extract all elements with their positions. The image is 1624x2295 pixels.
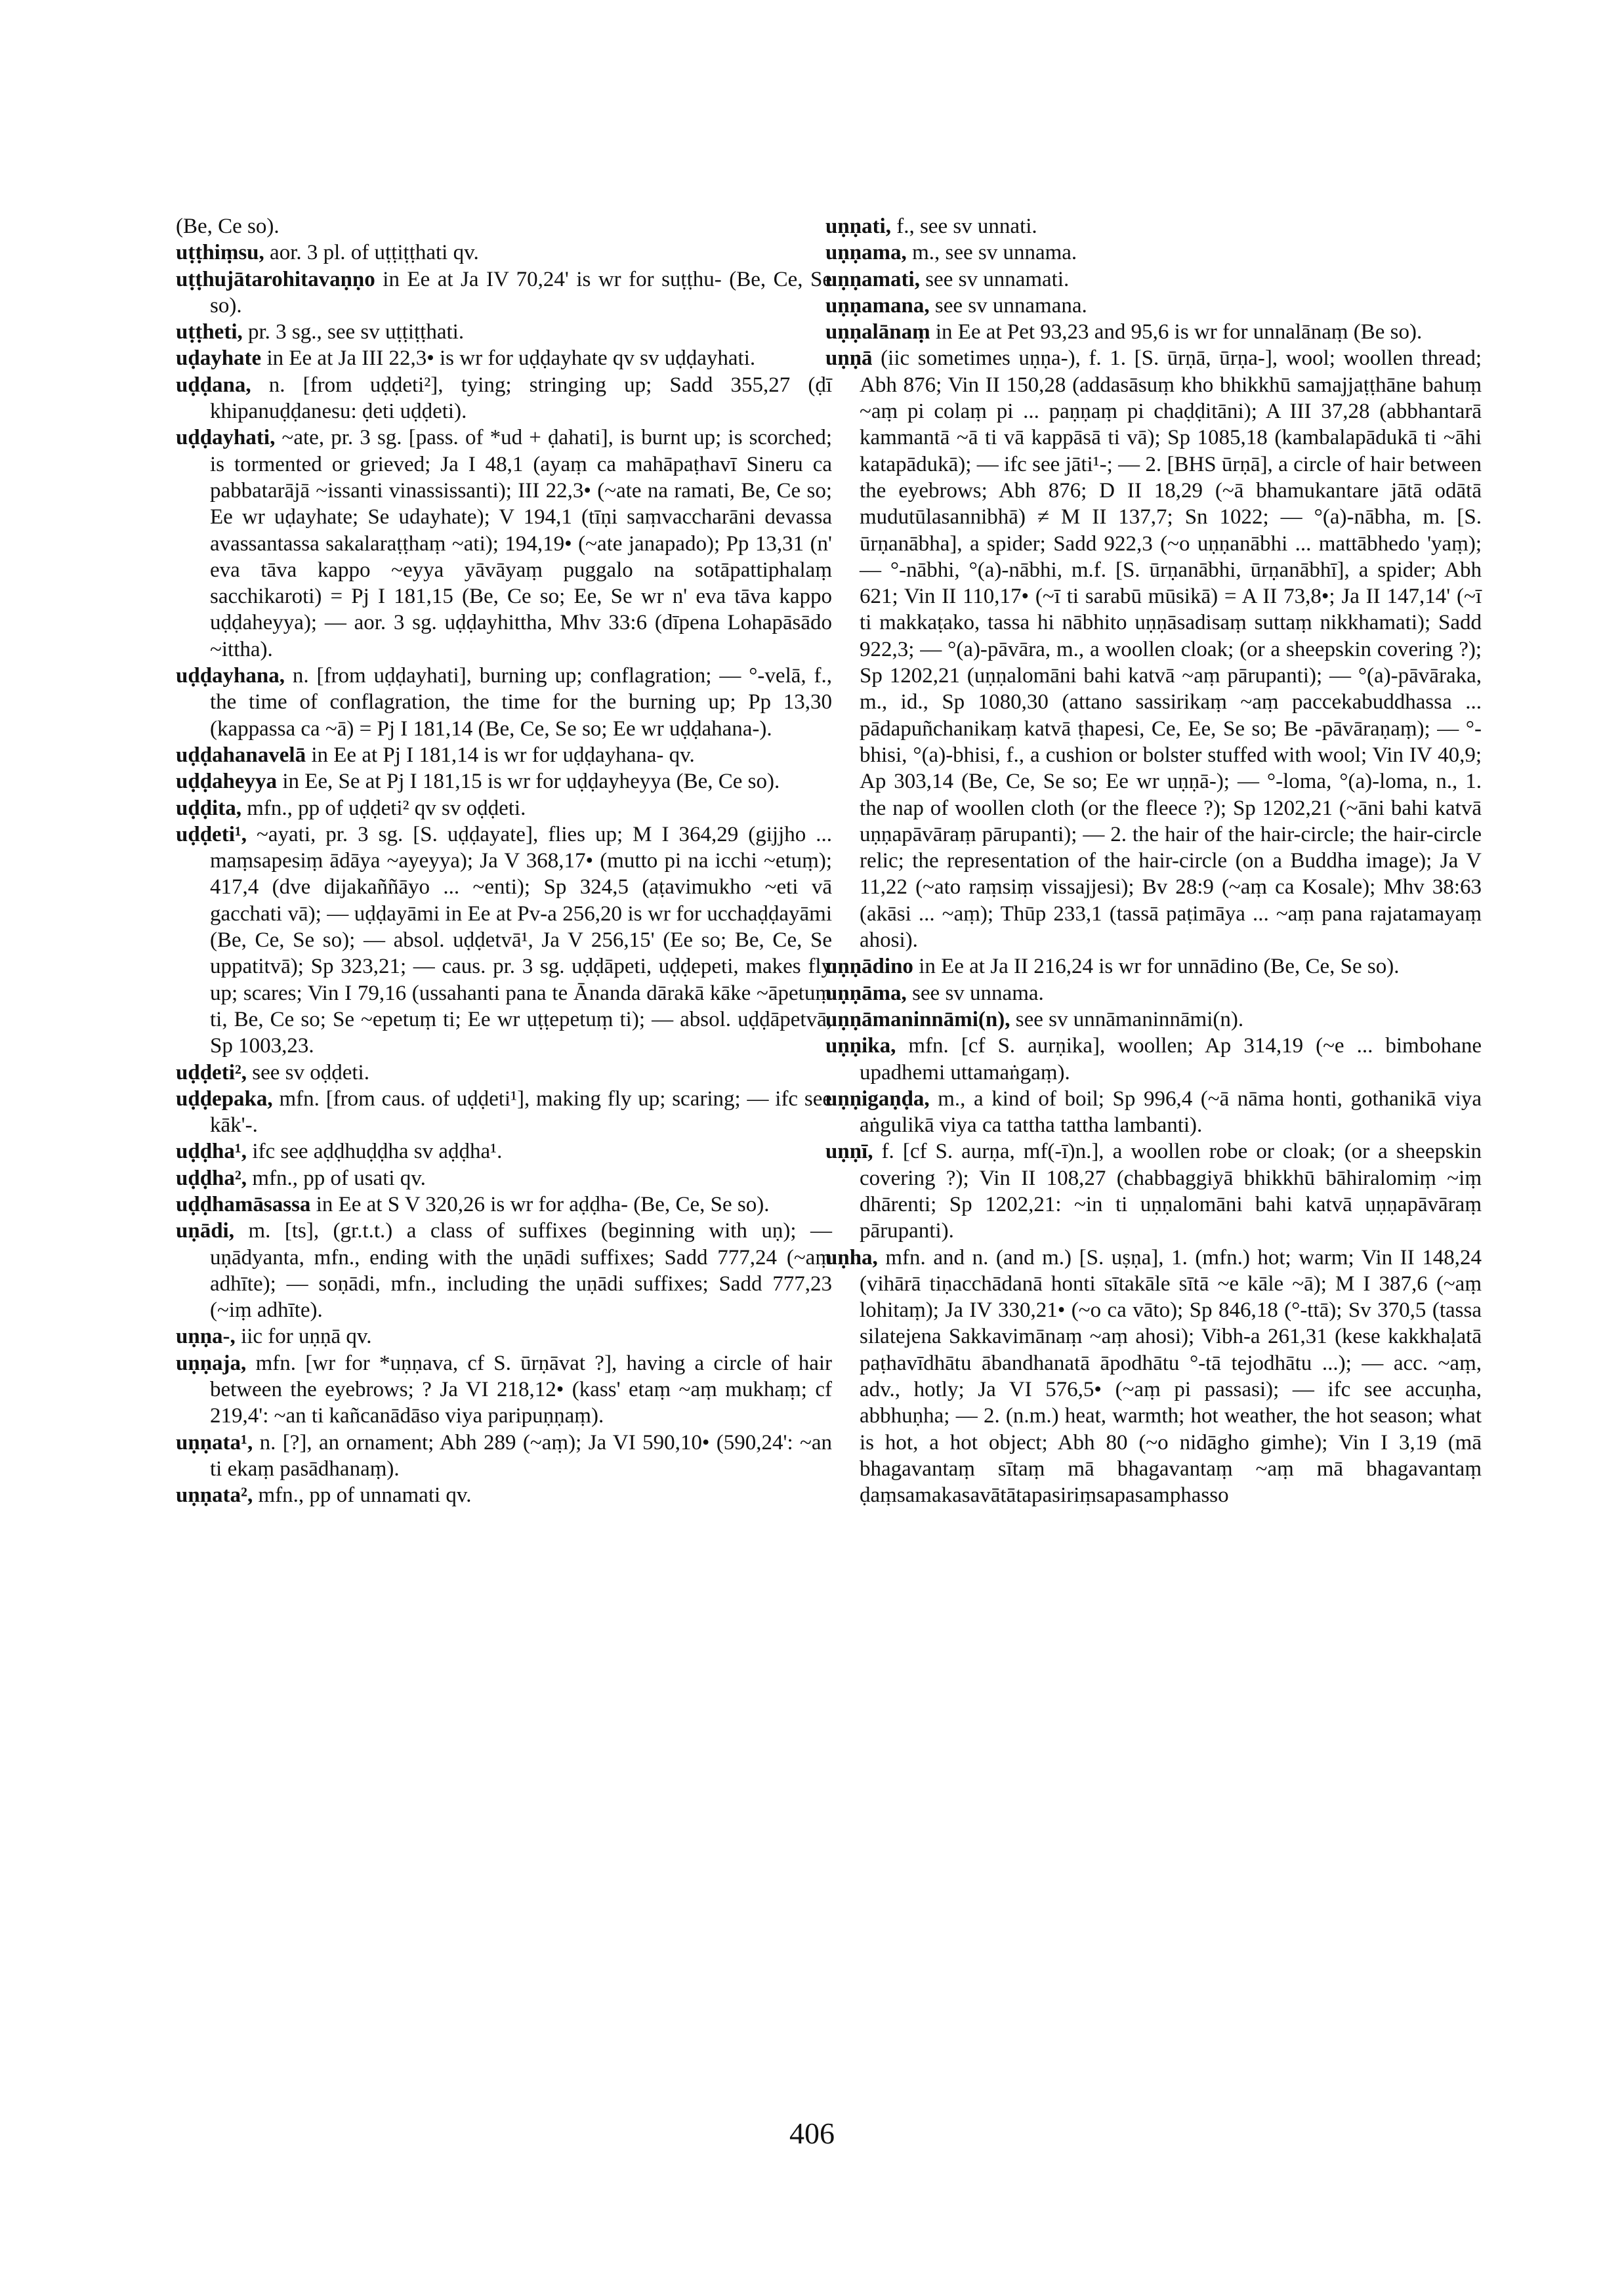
entry-headword: uṇṇa-, — [176, 1325, 236, 1349]
entry-text: in Ee at Pet 93,23 and 95,6 is wr for unnalānaṃ (Be so). — [935, 320, 1423, 344]
dictionary-entry — [176, 1218, 832, 1323]
dictionary-entry — [176, 1430, 833, 1483]
dictionary-entry — [176, 795, 832, 821]
entry-headword: uḍḍayhana, — [176, 664, 285, 688]
entry-text: iic for uṇṇā qv. — [241, 1325, 372, 1349]
dictionary-entry — [825, 319, 1482, 345]
dictionary-entry — [825, 266, 1482, 293]
entry-text: mfn. [wr for *uṇṇava, cf S. ūrṇāvat ?], having a circle of hair between the eyebrows; ? Ja VI 218,12• (kass' etaṃ ~aṃ mukhaṃ; cf 219,4': ~an ti kañcanādāso viya paripuṇṇaṃ). — [210, 1351, 833, 1428]
entry-text: m., see sv unnama. — [912, 241, 1077, 265]
entry-text: in Ee at Ja III 22,3• is wr for uḍḍayhate qv sv uḍḍayhati. — [266, 346, 756, 371]
entry-text: in Ee at Ja II 216,24 is wr for unnādino (Be, Ce, Se so). — [919, 955, 1400, 979]
entry-text: (Be, Ce so). — [176, 215, 280, 238]
entry-text: mfn., pp of uḍḍeti² qv sv oḍḍeti. — [247, 796, 526, 820]
entry-text: mfn., pp of usati qv. — [252, 1166, 426, 1190]
dictionary-entry — [176, 1060, 832, 1086]
entry-text: in Ee, Se at Pj I 181,15 is wr for uḍḍayheyya (Be, Ce so). — [282, 770, 780, 794]
entry-headword: uṇṇika, — [825, 1034, 896, 1058]
entry-headword: uṇṇamana, — [825, 293, 930, 318]
entry-text: in Ee at Pj I 181,14 is wr for uḍḍayhana- qv. — [311, 743, 695, 767]
entry-headword: uṇādi, — [176, 1219, 234, 1243]
dictionary-entry — [176, 742, 832, 768]
page-number: 406 — [789, 2117, 835, 2150]
dictionary-entry — [825, 1086, 1482, 1139]
dictionary-entry — [176, 1138, 832, 1165]
entry-text: see sv unnāmaninnāmi(n). — [1015, 1007, 1244, 1031]
dictionary-entry — [825, 980, 1482, 1006]
entry-headword: uṇṇāmaninnāmi(n), — [825, 1007, 1010, 1031]
entry-text: aor. 3 pl. of uṭṭiṭṭhati qv. — [270, 241, 479, 265]
dictionary-entry — [825, 1033, 1482, 1086]
dictionary-entry — [176, 345, 832, 371]
dictionary-entry — [825, 1138, 1482, 1244]
dictionary-entry — [825, 293, 1482, 319]
entry-text: n. [from uḍḍayhati], burning up; conflagration; — °-velā, f., the time of conflagration, the time for the burning up; Pp 13,30 (kappassa ca ~ā) = Pj I 181,14 (Be, Ce, Se so; Ee wr uḍḍahana-). — [210, 664, 832, 741]
left-column — [176, 213, 832, 1509]
entry-headword: uḍayhate — [176, 346, 262, 371]
dictionary-entry — [176, 266, 833, 320]
entry-headword: uṇha, — [825, 1245, 878, 1270]
entry-headword: uḍḍeti², — [176, 1060, 247, 1085]
dictionary-entry — [176, 1191, 832, 1218]
entry-text: in Ee at S V 320,26 is wr for aḍḍha- (Be, Ce, Se so). — [316, 1192, 770, 1216]
entry-headword: uṇṇamati, — [825, 267, 920, 291]
dictionary-entry — [176, 1165, 832, 1191]
entry-headword: uḍḍana, — [176, 373, 251, 397]
entry-text: see sv unnama. — [912, 981, 1044, 1005]
entry-text: f., see sv unnati. — [896, 215, 1037, 238]
entry-text: m., a kind of boil; Sp 996,4 (~ā nāma honti, gothanikā viya aṅgulikā viya ca tattha tattha lambanti). — [860, 1086, 1482, 1138]
entry-text: mfn. [cf S. aurṇika], woollen; Ap 314,19 (~e ... bimbohane upadhemi uttamaṅgaṃ). — [860, 1034, 1482, 1085]
entry-headword: uṇṇalānaṃ — [825, 320, 930, 344]
entry-headword: uḍḍha¹, — [176, 1140, 247, 1164]
dictionary-entry — [176, 239, 832, 266]
entry-headword: uṇṇā — [825, 346, 873, 371]
entry-text: f. [cf S. aurṇa, mf(-ī)n.], a woollen robe or cloak; (or a sheepskin covering ?); Vin II 108,27 (chabbaggiyā bhikkhū bāhiralomiṃ ~iṃ dhārenti; Sp 1202,21: ~in ti uṇṇalomāni bahi katvā uṇṇapāvāraṃ pārupanti). — [860, 1140, 1482, 1243]
entry-headword: uṇṇata¹, — [176, 1430, 253, 1455]
entry-headword: uṇṇigaṇḍa, — [825, 1086, 930, 1111]
entry-headword: uḍḍhamāsassa — [176, 1192, 311, 1216]
entry-text: mfn. and n. (and m.) [S. uṣṇa], 1. (mfn.) hot; warm; Vin II 148,24 (vihārā tiṇacchādanā honti sītakāle sītā ~e kāle ~ā); M I 387,6 (~aṃ lohitaṃ); Ja IV 330,21• (~o ca vāto); Sp 846,18 (°-ttā); Sv 370,5 (tassa silatejena Sakkavimānaṃ ~aṃ ahosi); Vibh-a 261,31 (kese kakkhaḷatā paṭhavīdhātu ābandhanatā āpodhātu °-tā tejodhātu ...); — acc. ~aṃ, adv., hotly; Ja VI 576,5• (~aṃ pi passasi); — ifc see accuṇha, abbhuṇha; — 2. (n.m.) heat, warmth; hot weather, the hot season; what is hot, a hot object; Abh 80 (~o nidāgho gimhe); Vin I 3,19 (mā bhagavantaṃ sītaṃ mā bhagavantaṃ ~aṃ mā bhagavantaṃ ḍaṃsamakasavātātapasiriṃsapasamphasso — [860, 1245, 1482, 1508]
entry-text: n. [?], an ornament; Abh 289 (~aṃ); Ja VI 590,10• (590,24': ~an ti ekaṃ pasādhanaṃ). — [210, 1430, 833, 1481]
dictionary-entry — [825, 1006, 1482, 1033]
entry-headword: uṭṭhiṃsu, — [176, 241, 264, 265]
entry-text: mfn., pp of unnamati qv. — [258, 1483, 472, 1508]
entry-headword: uṇṇāma, — [825, 981, 907, 1005]
dictionary-entry — [825, 953, 1482, 980]
entry-headword: uṇṇī, — [825, 1140, 873, 1164]
dictionary-entry — [176, 1086, 833, 1139]
entry-text: ~ate, pr. 3 sg. [pass. of *ud + ḍahati], is burnt up; is scorched; is tormented or grieved; Ja I 48,1 (ayaṃ ca mahāpaṭhavī Sineru ca pabbatarājā ~issanti vinassissanti); III 22,3• (~ate na ramati, Be, Ce so; Ee wr uḍayhate; Se udayhate); V 194,1 (tīṇi saṃvaccharāni devassa avassantassa sakalaraṭṭhaṃ ~ati); 194,19• (~ate janapado); Pp 13,31 (n' eva tāva kappo ~eyya yāvāyaṃ puggalo na sotāpattiphalaṃ sacchikaroti) = Pj I 181,15 (Be, Ce so; Ee, Se wr n' eva tāva kappo uḍḍaheyya); — aor. 3 sg. uḍḍayhittha, Mhv 33:6 (dīpena Lohapāsādo ~ittha). — [210, 426, 833, 661]
entry-text: in Ee at Ja IV 70,24' is wr for suṭṭhu- (Be, Ce, Se so). — [210, 267, 833, 318]
dictionary-entry — [176, 663, 832, 742]
dictionary-entry — [825, 239, 1482, 266]
dictionary-entry — [176, 768, 832, 795]
entry-text: see sv unnamati. — [925, 267, 1070, 291]
entry-text: mfn. [from caus. of uḍḍeti¹], making fly up; scaring; — ifc see kāk'-. — [210, 1086, 833, 1138]
dictionary-entry — [176, 1323, 832, 1350]
entry-headword: uḍḍita, — [176, 796, 241, 820]
entry-text: m. [ts], (gr.t.t.) a class of suffixes (beginning with uṇ); — uṇādyanta, mfn., ending with the uṇādi suffixes; Sadd 777,24 (~aṃ adhīte); — soṇādi, mfn., including the uṇādi suffixes; Sadd 777,23 (~iṃ adhīte). — [210, 1219, 832, 1323]
entry-text: ifc see aḍḍhuḍḍha sv aḍḍha¹. — [252, 1140, 503, 1164]
entry-headword: uṭṭhujātarohitavaṇṇo — [176, 267, 375, 291]
dictionary-entry — [176, 821, 832, 1060]
entry-headword: uṇṇata², — [176, 1483, 253, 1508]
entry-headword: uḍḍha², — [176, 1166, 247, 1190]
dictionary-entry — [176, 1350, 833, 1430]
dictionary-entry — [825, 345, 1482, 953]
entry-headword: uṇṇādino — [825, 955, 913, 979]
entry-headword: uṇṇama, — [825, 241, 907, 265]
dictionary-entry — [176, 213, 832, 239]
entry-headword: uḍḍepaka, — [176, 1086, 273, 1111]
dictionary-entry — [825, 213, 1482, 239]
entry-text: ~ayati, pr. 3 sg. [S. uḍḍayate], flies up; M I 364,29 (gijjho ... maṃsapesiṃ ādāya ~ayeyya); Ja V 368,17• (mutto pi na icchi ~etuṃ); 417,4 (dve dijakaññāyo ... ~enti); Sp 324,5 (aṭavimukho ~eti vā gacchati vā); — uḍḍayāmi in Ee at Pv-a 256,20 is wr for ucchaḍḍayāmi (Be, Ce, Se so); — absol. uḍḍetvā¹, Ja V 256,15' (Ee so; Be, Ce, Se uppatitvā); Sp 323,21; — caus. pr. 3 sg. uḍḍāpeti, uḍḍepeti, makes fly up; scares; Vin I 79,16 (ussahanti pana te Ānanda dārakā kāke ~āpetuṃ ti, Be, Ce so; Se ~epetuṃ ti; Ee wr uṭṭepetuṃ ti); — absol. uḍḍāpetvā, Sp 1003,23. — [210, 822, 832, 1058]
entry-headword: uḍḍahanavelā — [176, 743, 306, 767]
entry-headword: uḍḍeti¹, — [176, 822, 247, 846]
entry-text: n. [from uḍḍeti²], tying; stringing up; Sadd 355,27 (ḍī khipanuḍḍanesu: ḍeti uḍḍeti). — [210, 373, 833, 424]
entry-headword: uḍḍaheyya — [176, 770, 278, 794]
dictionary-entry — [176, 372, 833, 425]
entry-headword: uṇṇaja, — [176, 1351, 247, 1375]
entry-headword: uḍḍayhati, — [176, 426, 276, 450]
dictionary-entry — [176, 319, 832, 345]
entry-text: see sv unnamana. — [934, 293, 1087, 318]
entry-headword: uṭṭheti, — [176, 320, 243, 344]
dictionary-entry — [176, 424, 833, 663]
entry-text: see sv oḍḍeti. — [252, 1060, 369, 1085]
entry-text: pr. 3 sg., see sv uṭṭiṭṭhati. — [248, 320, 465, 344]
right-column — [825, 213, 1482, 1509]
entry-text: (iic sometimes uṇṇa-), f. 1. [S. ūrṇā, ūrṇa-], wool; woollen thread; Abh 876; Vin II 150,28 (addasāsuṃ kho bhikkhū samajjaṭṭhāne bahuṃ ~aṃ pi colaṃ pi ... paṇṇaṃ pi chaḍḍitāni); A III 37,28 (abbhantarā kammantā ~ā ti vā kappāsā ti vā); Sp 1085,18 (kambalapādukā ti ~āhi katapādukā); — ifc see jāti¹-; — 2. [BHS ūrṇā], a circle of hair between the eyebrows; Abh 876; D II 18,29 (~ā bhamukantare jātā odātā mudutūlasannibhā) ≠ M II 137,7; Sn 1022; — °(a)-nābha, m. [S. ūrṇanābha], a spider; Sadd 922,3 (~o uṇṇanābhi ... mattābhedo 'yaṃ); — °-nābhi, °(a)-nābhi, m.f. [S. ūrṇanābhi, ūrṇanābhī], a spider; Abh 621; Vin II 110,17• (~ī ti sarabū mūsikā) = A II 73,8•; Ja II 147,14' (~ī ti makkaṭako, tassa hi nābhito uṇṇāsadisaṃ suttaṃ nikkhamati); Sadd 922,3; — °(a)-pāvāra, m., a woollen cloak; (or a sheepskin covering ?); Sp 1202,21 (uṇṇalomāni bahi katvā ~aṃ pārupanti); — °(a)-pāvāraka, m., id., Sp 1080,30 (attano sassirikaṃ ~aṃ paccekabuddhassa ... pādapuñchanikaṃ katvā ṭhapesi, Ce, Ee, Se so; Be -pāvāraṇaṃ); — °-bhisi, °(a)-bhisi, f., a cushion or bolster stuffed with wool; Vin IV 40,9; Ap 303,14 (Be, Ce, Se so; Ee wr uṇṇā-); — °-loma, °(a)-loma, n., 1. the nap of woollen cloth (or the fleece ?); Sp 1202,21 (~āni bahi katvā uṇṇapāvāraṃ pārupanti); — 2. the hair of the hair-circle; the hair-circle relic; the representation of the hair-circle (on a Buddha image); Ja V 11,22 (~ato raṃsiṃ vissajjesi); Bv 28:9 (~aṃ ca Kosale); Mhv 38:63 (akāsi ... ~aṃ); Thūp 233,1 (tassā paṭimāya ... ~aṃ pana rajatamayaṃ ahosi). — [860, 346, 1482, 953]
dictionary-entry — [825, 1245, 1482, 1509]
entry-headword: uṇṇati, — [825, 215, 891, 238]
dictionary-entry — [176, 1482, 832, 1508]
